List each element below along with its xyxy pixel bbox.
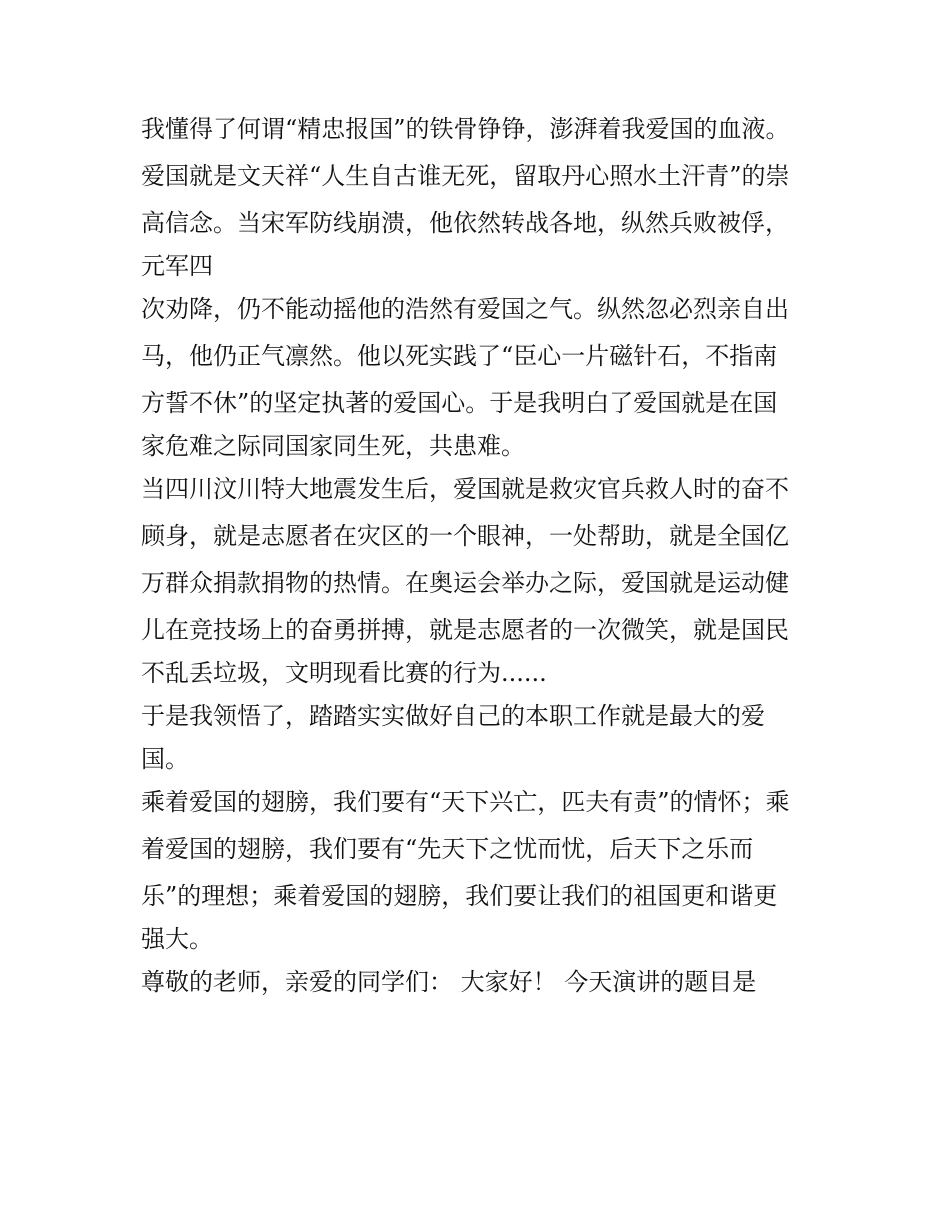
text-line: 乘着爱国的翅膀，我们要有“天下兴亡，匹夫有责”的情怀；乘: [141, 788, 790, 816]
body-text: [141, 106, 821, 1006]
text-line: 元军四: [141, 252, 213, 280]
text-line: 高信念。当宋军防线崩溃，他依然转战各地，纵然兵败被俘，: [141, 209, 789, 237]
text-line: 着爱国的翅膀，我们要有“先天下之忧而忧，后天下之乐而: [141, 835, 754, 863]
text-line: 乐”的理想；乘着爱国的翅膀，我们要让我们的祖国更和谐更: [141, 882, 778, 910]
text-line: 不乱丢垃圾，文明现看比赛的行为......: [141, 659, 547, 687]
text-line: 国。: [141, 745, 189, 773]
text-line: 尊敬的老师，亲爱的同学们： 大家好！ 今天演讲的题目是: [141, 968, 757, 996]
text-line: 方誓不休”的坚定执著的爱国心。于是我明白了爱国就是在国: [141, 389, 778, 417]
text-line: 马，他仍正气凛然。他以死实践了“臣心一片磁针石，不指南: [141, 342, 778, 370]
text-line: 次劝降，仍不能动摇他的浩然有爱国之气。纵然忽必烈亲自出: [141, 295, 789, 323]
text-line: 当四川汶川特大地震发生后，爱国就是救灾官兵救人时的奋不: [141, 475, 789, 503]
text-line: 顾身，就是志愿者在灾区的一个眼神，一处帮助，就是全国亿: [141, 522, 789, 550]
text-line: 家危难之际同国家同生死，共患难。: [141, 432, 525, 460]
text-line: 万群众捐款捐物的热情。在奥运会举办之际，爱国就是运动健: [141, 569, 789, 597]
text-line: 强大。: [141, 925, 213, 953]
text-line: 我懂得了何谓“精忠报国”的铁骨铮铮，澎湃着我爱国的血液。: [141, 115, 790, 143]
text-line: 爱国就是文天祥“人生自古谁无死，留取丹心照水土汗青”的崇: [141, 162, 790, 190]
text-line: 于是我领悟了，踏踏实实做好自己的本职工作就是最大的爱: [141, 702, 765, 730]
text-line: 儿在竞技场上的奋勇拼搏，就是志愿者的一次微笑，就是国民: [141, 616, 789, 644]
